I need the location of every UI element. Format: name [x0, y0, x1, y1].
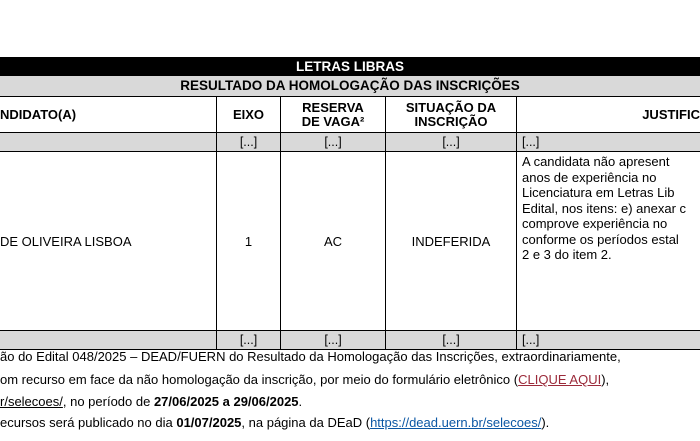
justificativa-line: 2 e 3 do item 2. [522, 247, 612, 262]
placeholder-cell: [...] [517, 331, 700, 350]
table-row-eixo: 1 [217, 152, 281, 331]
justificativa-line: conforme os períodos estal [522, 231, 679, 247]
header-situacao-line2: INSCRIÇÃO [414, 113, 488, 129]
notice-text: om recurso em face da não homologação da inscrição, por meio do formulário eletrônico ( [0, 372, 519, 387]
notice-text: ). [541, 415, 550, 430]
header-situacao-line1: SITUAÇÃO DA [405, 99, 497, 115]
table-row-reserva: AC [281, 152, 386, 331]
justificativa-line: A candidata não apresent [522, 154, 670, 169]
header-reserva-line2: DE VAGA² [301, 113, 365, 129]
placeholder-cell: [...] [217, 331, 281, 350]
notice-text: . [298, 394, 303, 409]
placeholder-cell: [...] [281, 331, 386, 350]
header-reserva-line1: RESERVA [302, 99, 364, 115]
placeholder-cell: [...] [386, 331, 517, 350]
placeholder-cell: [...] [517, 133, 700, 152]
header-candidato: NDIDATO(A) [0, 97, 217, 133]
placeholder-cell: [...] [217, 133, 281, 152]
notice-text: , no período de [62, 394, 154, 409]
placeholder-cell: [...] [386, 133, 517, 152]
notice-text: ecursos será publicado no dia [0, 415, 177, 430]
notice-text: ), [601, 372, 610, 387]
dead-selecoes-link[interactable]: https://dead.uern.br/selecoes/ [370, 415, 542, 430]
table-title: LETRAS LIBRAS [0, 57, 700, 76]
clique-aqui-link[interactable]: CLIQUE AQUI [518, 372, 602, 387]
publication-date: 01/07/2025 [176, 415, 242, 430]
results-table [0, 57, 700, 347]
header-justificativa: JUSTIFIC [517, 97, 700, 133]
table-row-candidato: DE OLIVEIRA LISBOA [0, 152, 217, 331]
header-reserva [281, 97, 386, 133]
placeholder-cell: [...] [281, 133, 386, 152]
justificativa-line: anos de experiência no [522, 169, 657, 185]
justificativa-line: Edital, nos itens: e) anexar c [522, 200, 687, 216]
placeholder-cell [0, 331, 217, 350]
notice-line-4 [0, 415, 549, 430]
notice-line-3 [0, 394, 302, 409]
table-subtitle: RESULTADO DA HOMOLOGAÇÃO DAS INSCRIÇÕES [0, 76, 700, 97]
notice-line-1: ão do Edital 048/2025 – DEAD/FUERN do Resultado da Homologação das Inscrições, extraordinariamente, [0, 349, 621, 364]
header-eixo: EIXO [217, 97, 281, 133]
table-row-justificativa [517, 152, 700, 331]
header-situacao [386, 97, 517, 133]
recurso-period-dates: 27/06/2025 a 29/06/2025 [153, 394, 299, 409]
justificativa-line: Licenciatura em Letras Lib [522, 185, 675, 200]
selecoes-link-fragment[interactable]: r/selecoes/ [0, 394, 63, 409]
notice-line-2 [0, 372, 609, 387]
placeholder-cell [0, 133, 217, 152]
notice-text: , na página da DEaD ( [241, 415, 371, 430]
table-row-situacao: INDEFERIDA [386, 152, 517, 331]
justificativa-line: comprove experiência no [522, 216, 668, 231]
